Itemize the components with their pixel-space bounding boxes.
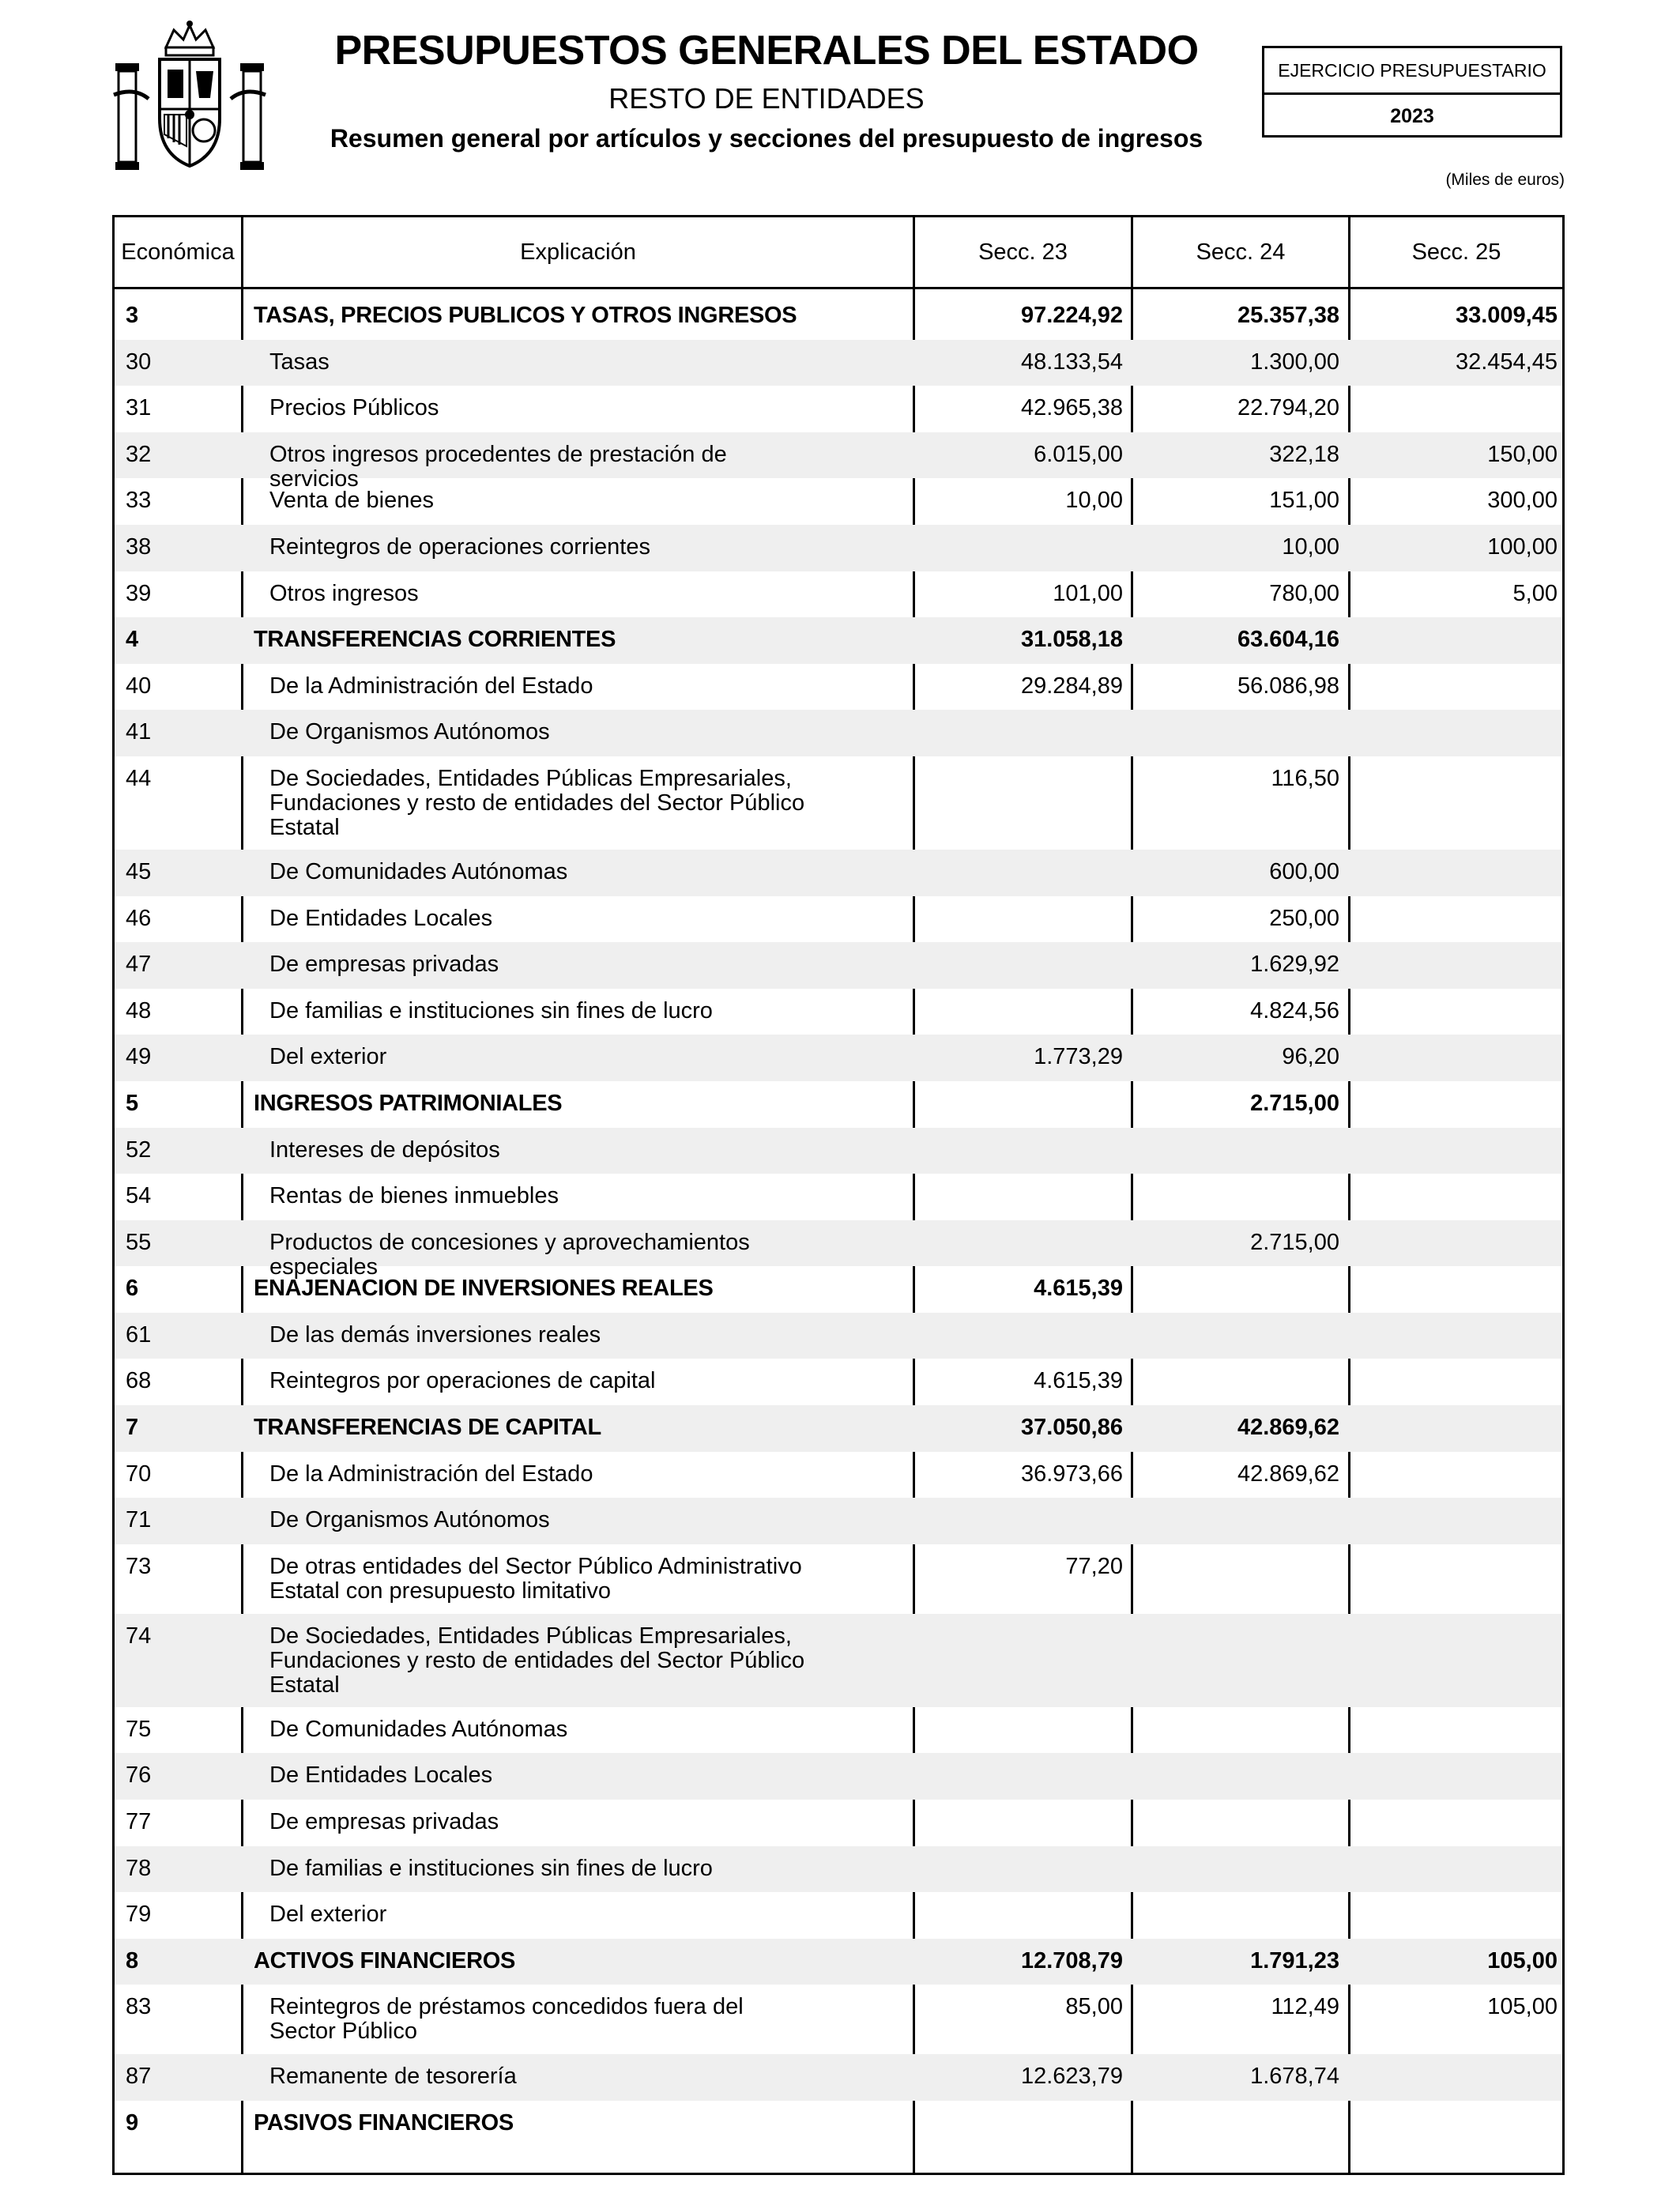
- row-value-secc-25: [1349, 896, 1558, 907]
- row-value-secc-25: [1349, 1753, 1558, 1763]
- row-value-secc-23: [914, 756, 1123, 767]
- row-code: 3: [126, 303, 139, 328]
- table-row: [115, 756, 1562, 850]
- row-value-secc-25: [1349, 850, 1558, 860]
- row-value-secc-24: [1131, 2101, 1339, 2111]
- row-value-secc-24: 25.357,38: [1237, 303, 1339, 328]
- row-value-secc-23: 12.623,79: [1020, 2064, 1123, 2090]
- row-value-secc-24: [1131, 1800, 1339, 1810]
- table-row: [115, 1985, 1562, 2054]
- row-code: 39: [126, 580, 152, 606]
- row-value-secc-23: [914, 896, 1123, 907]
- row-value-secc-24: 42.869,62: [1237, 1461, 1339, 1487]
- row-value-secc-23: 4.615,39: [1034, 1368, 1123, 1394]
- row-value-secc-25: [1349, 710, 1558, 720]
- row-value-secc-24: 1.791,23: [1250, 1947, 1339, 1973]
- row-value-secc-24: 151,00: [1269, 488, 1339, 514]
- row-value-secc-24: [1131, 1892, 1339, 1902]
- row-code: 79: [126, 1902, 152, 1928]
- row-code: 70: [126, 1461, 152, 1487]
- row-code: 41: [126, 719, 152, 745]
- row-value-secc-24: 250,00: [1269, 905, 1339, 931]
- row-code: 45: [126, 858, 152, 884]
- row-value-secc-23: [914, 710, 1123, 720]
- row-code: 32: [126, 441, 152, 467]
- row-value-secc-23: 6.015,00: [1034, 441, 1123, 467]
- row-code: 87: [126, 2064, 152, 2090]
- table-row: [115, 1266, 1562, 1313]
- row-value-secc-23: [914, 1800, 1123, 1810]
- row-value-secc-23: 97.224,92: [1020, 303, 1123, 328]
- row-value-secc-25: [1349, 1266, 1558, 1276]
- row-value-secc-24: 322,18: [1269, 441, 1339, 467]
- row-code: 30: [126, 349, 152, 375]
- row-value-secc-24: 4.824,56: [1250, 997, 1339, 1023]
- table-row: [115, 432, 1562, 492]
- row-description: Intereses de depósitos: [269, 1137, 500, 1163]
- row-value-secc-25: [1349, 1128, 1558, 1138]
- row-value-secc-25: [1349, 1846, 1558, 1857]
- row-code: 6: [126, 1276, 139, 1302]
- row-value-secc-25: [1349, 1035, 1558, 1045]
- row-value-secc-23: [914, 2101, 1123, 2111]
- row-code: 76: [126, 1762, 152, 1789]
- row-value-secc-25: 105,00: [1487, 1994, 1558, 2020]
- row-code: 7: [126, 1415, 139, 1441]
- row-value-secc-24: [1131, 1544, 1339, 1555]
- row-value-secc-25: [1349, 1452, 1558, 1462]
- row-value-secc-24: 1.629,92: [1250, 952, 1339, 978]
- row-code: 46: [126, 905, 152, 931]
- row-code: 83: [126, 1994, 152, 2020]
- row-description: Remanente de tesorería: [269, 2064, 517, 2090]
- row-code: 33: [126, 488, 152, 514]
- row-code: 47: [126, 952, 152, 978]
- row-value-secc-25: [1349, 664, 1558, 674]
- row-code: 71: [126, 1507, 152, 1533]
- table-header: [115, 217, 1562, 289]
- exercise-box: [1262, 46, 1562, 138]
- row-value-secc-23: 85,00: [1065, 1994, 1123, 2020]
- table-row: [115, 617, 1562, 664]
- row-description: Venta de bienes: [269, 488, 435, 514]
- row-description: De familias e instituciones sin fines de lucro: [269, 997, 713, 1023]
- row-value-secc-24: [1131, 1707, 1339, 1717]
- row-code: 8: [126, 1947, 139, 1973]
- row-value-secc-24: 116,50: [1271, 765, 1339, 791]
- row-code: 54: [126, 1183, 152, 1209]
- row-code: 73: [126, 1553, 152, 1579]
- row-value-secc-24: [1131, 1753, 1339, 1763]
- row-value-secc-25: [1349, 756, 1558, 767]
- coat-of-arms-icon: [111, 16, 269, 174]
- row-code: 74: [126, 1623, 152, 1649]
- row-value-secc-23: 36.973,66: [1020, 1461, 1123, 1487]
- table-row: [115, 1892, 1562, 1939]
- row-description: ENAJENACION DE INVERSIONES REALES: [254, 1276, 714, 1302]
- table-row: [115, 293, 1562, 340]
- row-value-secc-23: [914, 1313, 1123, 1323]
- row-code: 4: [126, 627, 139, 653]
- row-value-secc-24: 1.300,00: [1250, 349, 1339, 375]
- document-header: [284, 24, 1249, 156]
- row-value-secc-23: 12.708,79: [1020, 1947, 1123, 1973]
- row-value-secc-24: [1131, 1266, 1339, 1276]
- row-value-secc-24: [1131, 1174, 1339, 1184]
- row-value-secc-24: 96,20: [1282, 1044, 1339, 1070]
- units-note: (Miles de euros): [1445, 171, 1565, 189]
- row-description: Reintegros de operaciones corrientes: [269, 533, 650, 560]
- row-value-secc-25: [1349, 2101, 1558, 2111]
- row-value-secc-23: [914, 525, 1123, 535]
- row-value-secc-25: 150,00: [1487, 441, 1558, 467]
- exercise-year: 2023: [1390, 105, 1434, 127]
- row-value-secc-25: [1349, 1800, 1558, 1810]
- row-value-secc-25: [1349, 1707, 1558, 1717]
- row-description: De Sociedades, Entidades Públicas Empresariales, Fundaciones y resto de entidades del Sector Público Estatal: [269, 1623, 805, 1698]
- column-header-economica: Económica: [121, 239, 235, 265]
- table-row: [115, 1707, 1562, 1754]
- row-description: De Comunidades Autónomas: [269, 1716, 568, 1742]
- row-code: 52: [126, 1137, 152, 1163]
- row-value-secc-25: [1349, 2054, 1558, 2064]
- row-description: De empresas privadas: [269, 952, 499, 978]
- row-description: De las demás inversiones reales: [269, 1321, 601, 1348]
- row-value-secc-25: [1349, 1892, 1558, 1902]
- row-code: 49: [126, 1044, 152, 1070]
- row-value-secc-24: 1.678,74: [1250, 2064, 1339, 2090]
- row-code: 9: [126, 2110, 139, 2136]
- row-value-secc-23: [914, 989, 1123, 999]
- row-description: Reintegros por operaciones de capital: [269, 1368, 656, 1394]
- column-header-explicacion: Explicación: [520, 239, 636, 265]
- row-value-secc-25: [1349, 942, 1558, 952]
- row-value-secc-24: 2.715,00: [1250, 1229, 1339, 1255]
- row-value-secc-24: 2.715,00: [1250, 1090, 1339, 1116]
- table-row: [115, 664, 1562, 711]
- row-value-secc-23: [914, 1128, 1123, 1138]
- row-code: 48: [126, 997, 152, 1023]
- table-row: [115, 478, 1562, 525]
- row-value-secc-25: [1349, 1359, 1558, 1369]
- table-row: [115, 850, 1562, 896]
- row-value-secc-23: [914, 1846, 1123, 1857]
- row-code: 55: [126, 1229, 152, 1255]
- row-value-secc-25: [1349, 989, 1558, 999]
- row-description: De otras entidades del Sector Público Administrativo Estatal con presupuesto limitativo: [269, 1553, 802, 1604]
- row-description: Precios Públicos: [269, 395, 439, 421]
- row-value-secc-23: 37.050,86: [1020, 1415, 1123, 1441]
- row-value-secc-23: [914, 1498, 1123, 1508]
- row-code: 5: [126, 1090, 139, 1116]
- row-value-secc-24: 63.604,16: [1237, 627, 1339, 653]
- row-value-secc-25: 32.454,45: [1455, 349, 1558, 375]
- row-value-secc-23: 77,20: [1065, 1553, 1123, 1579]
- row-value-secc-23: [914, 942, 1123, 952]
- row-code: 78: [126, 1855, 152, 1881]
- row-description: Reintegros de préstamos concedidos fuera del Sector Público: [269, 1994, 744, 2045]
- row-value-secc-24: 780,00: [1269, 580, 1339, 606]
- row-description: Tasas: [269, 349, 330, 375]
- table-row: [115, 1128, 1562, 1174]
- row-value-secc-25: [1349, 617, 1558, 628]
- row-value-secc-24: 10,00: [1282, 533, 1339, 560]
- row-description: De Organismos Autónomos: [269, 1507, 550, 1533]
- row-description: ACTIVOS FINANCIEROS: [254, 1947, 516, 1973]
- column-header-secc-24: Secc. 24: [1196, 239, 1286, 265]
- row-code: 44: [126, 765, 152, 791]
- table-row: [115, 710, 1562, 756]
- table-row: [115, 989, 1562, 1035]
- row-description: Rentas de bienes inmuebles: [269, 1183, 559, 1209]
- row-value-secc-23: 101,00: [1053, 580, 1123, 606]
- table-row: [115, 1174, 1562, 1220]
- row-value-secc-23: 10,00: [1065, 488, 1123, 514]
- table-body: [115, 293, 1562, 2147]
- row-value-secc-25: [1349, 1313, 1558, 1323]
- row-value-secc-24: [1131, 1846, 1339, 1857]
- row-description: TRANSFERENCIAS DE CAPITAL: [254, 1415, 601, 1441]
- row-value-secc-25: [1349, 1220, 1558, 1231]
- row-value-secc-23: [914, 1081, 1123, 1091]
- row-value-secc-24: 42.869,62: [1237, 1415, 1339, 1441]
- table-row: [115, 1846, 1562, 1893]
- row-description: De Organismos Autónomos: [269, 719, 550, 745]
- row-value-secc-25: [1349, 1081, 1558, 1091]
- column-header-secc-23: Secc. 23: [978, 239, 1068, 265]
- row-value-secc-23: [914, 1174, 1123, 1184]
- table-row: [115, 571, 1562, 618]
- row-value-secc-25: 100,00: [1487, 533, 1558, 560]
- row-code: 68: [126, 1368, 152, 1394]
- row-value-secc-23: [914, 850, 1123, 860]
- row-value-secc-24: 22.794,20: [1237, 395, 1339, 421]
- document-description: Resumen general por artículos y secciones del presupuesto de ingresos: [330, 124, 1203, 153]
- row-description: De la Administración del Estado: [269, 673, 593, 699]
- row-value-secc-23: 29.284,89: [1020, 673, 1123, 699]
- table-row: [115, 1452, 1562, 1498]
- row-value-secc-24: [1131, 710, 1339, 720]
- row-value-secc-25: [1349, 1614, 1558, 1624]
- row-description: De Entidades Locales: [269, 905, 493, 931]
- table-row: [115, 1359, 1562, 1405]
- row-value-secc-23: 42.965,38: [1020, 395, 1123, 421]
- row-description: De empresas privadas: [269, 1809, 499, 1835]
- table-row: [115, 1614, 1562, 1707]
- row-value-secc-25: [1349, 386, 1558, 396]
- row-value-secc-24: [1131, 1128, 1339, 1138]
- table-row: [115, 896, 1562, 943]
- table-row: [115, 1313, 1562, 1359]
- table-row: [115, 942, 1562, 989]
- table-row: [115, 1753, 1562, 1800]
- document-subtitle: RESTO DE ENTIDADES: [608, 82, 925, 115]
- table-row: [115, 1081, 1562, 1128]
- row-description: Otros ingresos procedentes de prestación de servicios: [269, 441, 727, 492]
- table-row: [115, 2101, 1562, 2147]
- row-value-secc-25: [1349, 1498, 1558, 1508]
- row-value-secc-25: [1349, 1174, 1558, 1184]
- row-description: TASAS, PRECIOS PUBLICOS Y OTROS INGRESOS: [254, 303, 797, 328]
- table-row: [115, 1405, 1562, 1452]
- row-value-secc-23: [914, 1753, 1123, 1763]
- table-row: [115, 1544, 1562, 1614]
- table-row: [115, 1035, 1562, 1081]
- table-row: [115, 340, 1562, 386]
- row-value-secc-23: [914, 1892, 1123, 1902]
- row-code: 75: [126, 1716, 152, 1742]
- row-value-secc-25: [1349, 1405, 1558, 1416]
- row-value-secc-24: 56.086,98: [1237, 673, 1339, 699]
- table-row: [115, 2054, 1562, 2101]
- row-value-secc-23: 31.058,18: [1020, 627, 1123, 653]
- row-value-secc-24: [1131, 1313, 1339, 1323]
- row-description: INGRESOS PATRIMONIALES: [254, 1090, 563, 1116]
- row-description: Del exterior: [269, 1044, 387, 1070]
- row-description: PASIVOS FINANCIEROS: [254, 2110, 514, 2136]
- row-description: De Sociedades, Entidades Públicas Empresariales, Fundaciones y resto de entidades del Sector Público Estatal: [269, 765, 805, 840]
- row-description: Del exterior: [269, 1902, 387, 1928]
- row-value-secc-25: [1349, 1544, 1558, 1555]
- document-title: PRESUPUESTOS GENERALES DEL ESTADO: [334, 28, 1199, 74]
- row-value-secc-23: 48.133,54: [1020, 349, 1123, 375]
- row-value-secc-25: 5,00: [1512, 580, 1558, 606]
- row-description: TRANSFERENCIAS CORRIENTES: [254, 627, 616, 653]
- row-value-secc-23: [914, 1220, 1123, 1231]
- row-value-secc-25: 33.009,45: [1455, 303, 1558, 328]
- row-value-secc-25: 300,00: [1487, 488, 1558, 514]
- table-row: [115, 386, 1562, 432]
- budget-table: [112, 215, 1565, 2175]
- row-code: 61: [126, 1321, 152, 1348]
- row-value-secc-23: [914, 1707, 1123, 1717]
- row-code: 77: [126, 1809, 152, 1835]
- row-value-secc-24: [1131, 1359, 1339, 1369]
- table-row: [115, 1498, 1562, 1544]
- table-row: [115, 1220, 1562, 1280]
- row-code: 31: [126, 395, 152, 421]
- row-description: Productos de concesiones y aprovechamientos especiales: [269, 1229, 750, 1280]
- table-row: [115, 525, 1562, 571]
- row-value-secc-23: 4.615,39: [1034, 1276, 1123, 1302]
- row-value-secc-24: 600,00: [1269, 858, 1339, 884]
- exercise-label: EJERCICIO PRESUPUESTARIO: [1264, 48, 1560, 95]
- row-value-secc-23: [914, 1614, 1123, 1624]
- table-row: [115, 1939, 1562, 1985]
- row-value-secc-25: 105,00: [1487, 1947, 1558, 1973]
- row-value-secc-24: 112,49: [1271, 1994, 1339, 2020]
- row-value-secc-24: [1131, 1614, 1339, 1624]
- row-description: De familias e instituciones sin fines de lucro: [269, 1855, 713, 1881]
- row-description: De la Administración del Estado: [269, 1461, 593, 1487]
- column-header-secc-25: Secc. 25: [1411, 239, 1501, 265]
- row-description: De Comunidades Autónomas: [269, 858, 568, 884]
- row-code: 40: [126, 673, 152, 699]
- row-description: Otros ingresos: [269, 580, 419, 606]
- row-value-secc-24: [1131, 1498, 1339, 1508]
- row-value-secc-23: 1.773,29: [1034, 1044, 1123, 1070]
- row-code: 38: [126, 533, 152, 560]
- row-description: De Entidades Locales: [269, 1762, 493, 1789]
- table-row: [115, 1800, 1562, 1846]
